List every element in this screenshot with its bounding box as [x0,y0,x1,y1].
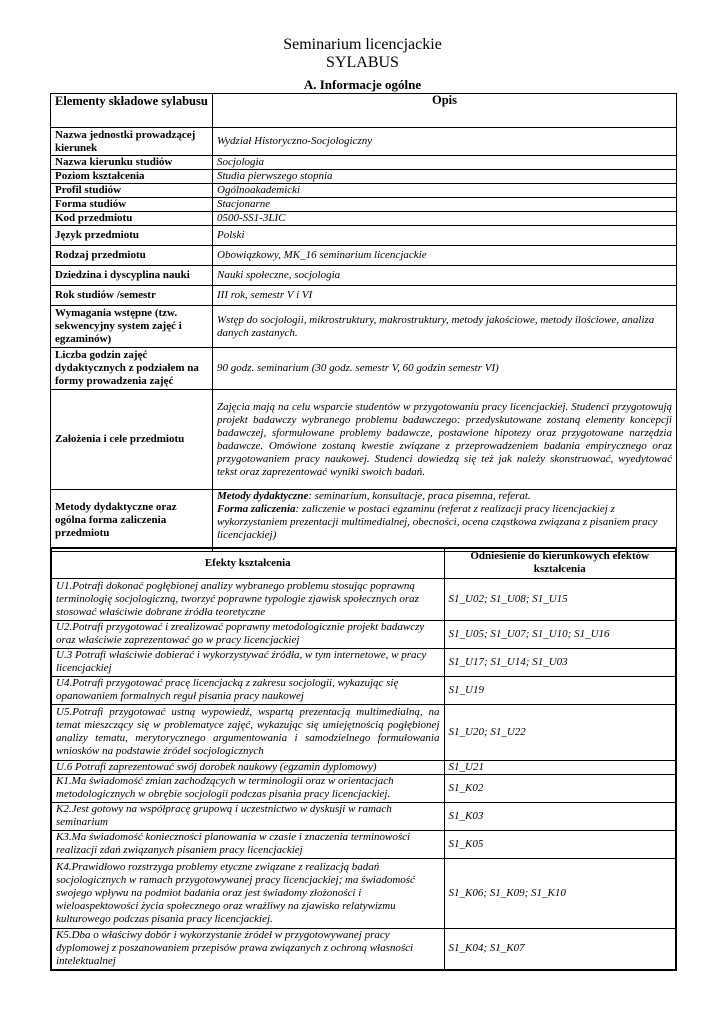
row-label: Rodzaj przedmiotu [51,246,213,266]
table-row [51,266,677,286]
column-header-effects: Efekty kształcenia [51,548,444,578]
row-value: Ogólnoakademicki [213,184,677,198]
document-title: Seminarium licencjackie [283,36,442,53]
row-value: Polski [213,226,677,246]
table-row [51,246,677,266]
table-row [51,578,676,620]
reference-cell: S1_U19 [444,676,676,704]
effects-table [50,547,677,971]
reference-cell: S1_U20; S1_U22 [444,704,676,760]
reference-cell: S1_K03 [444,802,676,830]
row-label: Nazwa jednostki prowadzącej kierunek [51,128,213,156]
effect-cell: K5.Dba o właściwy dobór i wykorzystanie źródeł w przygotowywanej pracy dyplomowej z poszanowaniem przepisów prawa związanych z ochroną własności intelektualnej [51,928,444,970]
row-label: Kod przedmiotu [51,212,213,226]
table-row [51,490,677,552]
document-subtitle: SYLABUS [326,54,399,71]
effect-cell: U5.Potrafi przygotować ustną wypowiedź, wspartą prezentacją multimedialną, na temat mieszczący się w problematyce zajęć, wykazując się umiejętnością pogłębionej analizy tematu, merytorycznego argumentowania i samodzielnego formułowania wniosków na podstawie źródeł socjologicznych [51,704,444,760]
reference-cell: S1_U02; S1_U08; S1_U15 [444,578,676,620]
reference-cell: S1_U21 [444,760,676,774]
reference-cell: S1_K05 [444,830,676,858]
table-row [51,306,677,348]
row-value: Wydział Historyczno-Socjologiczny [213,128,677,156]
table-row [51,94,677,128]
table-row [51,548,676,578]
table-row [51,704,676,760]
table-row [51,226,677,246]
row-value: III rok, semestr V i VI [213,286,677,306]
row-value: Zajęcia mają na celu wsparcie studentów w przygotowaniu pracy licencjackiej. Studenci przygotowują projekt badawczy wybranego problemu badawczego: przedyskutowane zostaną elementy koncepcji badawczej, sformułowane problemy badawcze, postawione hipotezy oraz przygotowane narzędzia badawcze. Omówione zostaną kwestie związane z przeprowadzeniem badania empirycznego oraz przygotowaniem pracy naukowej. Studenci dowiedzą się też jak należy skonstruować, wyedytować tekst oraz zaprezentować wyniki swoich badań. [213,390,677,490]
table-row [51,170,677,184]
row-label: Język przedmiotu [51,226,213,246]
row-value: Nauki społeczne, socjologia [213,266,677,286]
table-row [51,676,676,704]
section-heading: A. Informacje ogólne [303,77,422,92]
table-row [51,156,677,170]
effect-cell: U.6 Potrafi zaprezentować swój dorobek naukowy (egzamin dyplomowy) [51,760,444,774]
row-value: 90 godz. seminarium (30 godz. semestr V, 60 godzin semestr VI) [213,348,677,390]
table-row [51,830,676,858]
effect-cell: U4.Potrafi przygotować pracę licencjacką z zakresu socjologii, wykazując się opanowaniem formalnych reguł pisania pracy naukowej [51,676,444,704]
table-row [51,802,676,830]
table-row [51,198,677,212]
table-row [51,390,677,490]
methods-label: Metody dydaktyczne [217,490,309,502]
row-value: 0500-SS1-3LIC [213,212,677,226]
reference-cell: S1_K02 [444,774,676,802]
column-header-description: Opis [213,94,677,128]
effect-cell: K1.Ma świadomość zmian zachodzących w terminologii oraz w orientacjach metodologicznych w obrębie socjologii podczas pisania pracy licencjackiej. [51,774,444,802]
table-row [51,184,677,198]
table-row [51,648,676,676]
row-label: Liczba godzin zajęć dydaktycznych z podziałem na formy prowadzenia zajęć [51,348,213,390]
reference-cell: S1_U05; S1_U07; S1_U10; S1_U16 [444,620,676,648]
reference-cell: S1_K06; S1_K09; S1_K10 [444,858,676,928]
effect-cell: K3.Ma świadomość konieczności planowania w czasie i znaczenia terminowości realizacji zdań związanych pisaniem pracy licencjackiej [51,830,444,858]
table-row [51,128,677,156]
row-label: Wymagania wstępne (tzw. sekwencyjny system zajęć i egzaminów) [51,306,213,348]
row-label: Profil studiów [51,184,213,198]
table-row [51,620,676,648]
form-value: : zaliczenie w postaci egzaminu (referat z realizacji pracy licencjackiej z wykorzystaniem prezentacji multimedialnej, obecności, ocena cząstkowa związana z pisaniem pracy licencjackiej) [217,503,658,541]
row-label: Metody dydaktyczne oraz ogólna forma zaliczenia przedmiotu [51,490,213,552]
row-value: Socjologia [213,156,677,170]
table-row [51,760,676,774]
table-row [51,348,677,390]
table-row [51,928,676,970]
methods-value: : seminarium, konsultacje, praca pisemna, referat. [308,490,531,502]
row-value: Stacjonarne [213,198,677,212]
table-row [51,774,676,802]
table-row [51,286,677,306]
table-row [51,858,676,928]
column-header-elements: Elementy składowe sylabusu [51,94,213,128]
row-label: Rok studiów /semestr [51,286,213,306]
row-label: Nazwa kierunku studiów [51,156,213,170]
row-value: Studia pierwszego stopnia [213,170,677,184]
effect-cell: K4.Prawidłowo rozstrzyga problemy etyczne związane z realizacją badań socjologicznych w ramach przygotowywanej pracy licencjackiej; ma świadomość swojego wpływu na podmiot badania oraz jest świadomy złożoności i wieloaspektowości życia społecznego oraz wrażliwy na zjawisko relatywizmu kulturowego podczas pisania pracy licencjackiej. [51,858,444,928]
info-table [50,93,677,552]
row-label: Dziedzina i dyscyplina nauki [51,266,213,286]
row-label: Forma studiów [51,198,213,212]
row-label: Założenia i cele przedmiotu [51,390,213,490]
effect-cell: U1.Potrafi dokonać pogłębionej analizy wybranego problemu stosując poprawną terminologię socjologiczną, tworzyć poprawne typologie zjawisk społecznych oraz stosować właściwie dobrane źródła teoretyczne [51,578,444,620]
reference-cell: S1_K04; S1_K07 [444,928,676,970]
effect-cell: U.3 Potrafi właściwie dobierać i wykorzystywać źródła, w tym internetowe, w pracy licencjackiej [51,648,444,676]
row-value [213,490,677,552]
column-header-references: Odniesienie do kierunkowych efektów kształcenia [444,548,676,578]
effect-cell: U2.Potrafi przygotować i zrealizować poprawny metodologicznie projekt badawczy oraz właściwie zaprezentować go w pracy licencjackiej [51,620,444,648]
row-value: Obowiązkowy, MK_16 seminarium licencjackie [213,246,677,266]
row-label: Poziom kształcenia [51,170,213,184]
row-value: Wstęp do socjologii, mikrostruktury, makrostruktury, metody jakościowe, metody ilościowe, analiza danych zastanych. [213,306,677,348]
table-row [51,212,677,226]
form-label: Forma zaliczenia [217,503,296,515]
effect-cell: K2.Jest gotowy na współpracę grupową i uczestnictwo w dyskusji w ramach seminarium [51,802,444,830]
reference-cell: S1_U17; S1_U14; S1_U03 [444,648,676,676]
